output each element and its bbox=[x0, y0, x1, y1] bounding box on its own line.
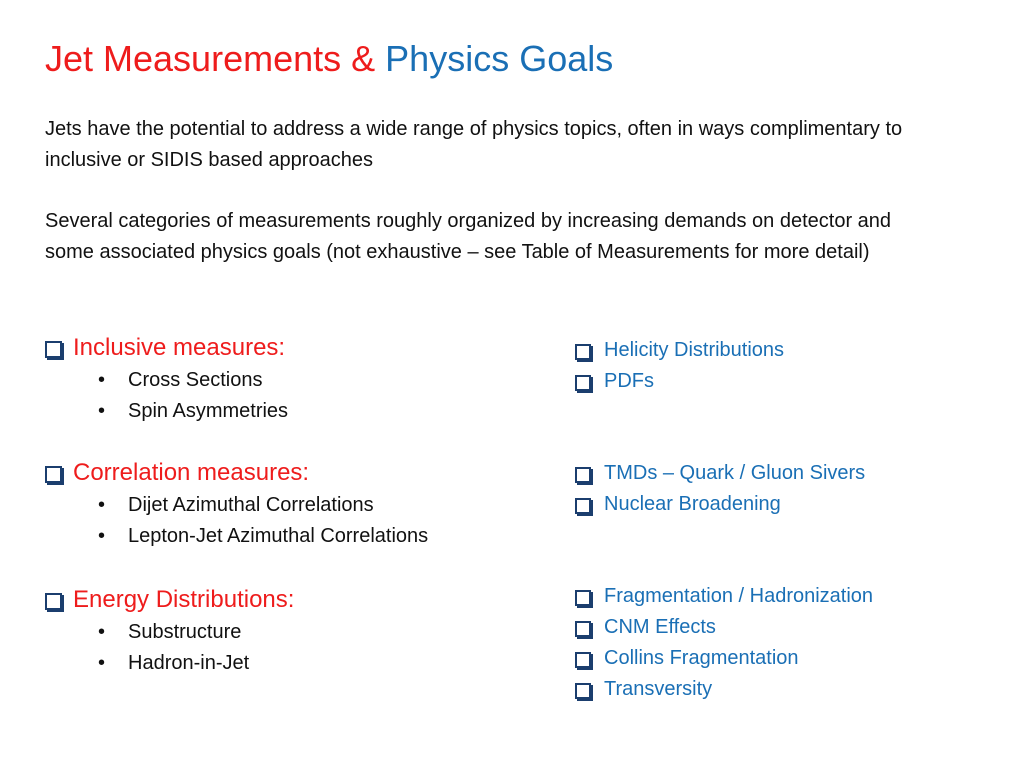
goal-item bbox=[575, 643, 873, 674]
intro-paragraph: Jets have the potential to address a wide range of physics topics, often in ways complimentary to inclusive or SIDIS based approaches bbox=[45, 118, 903, 171]
goal-item bbox=[575, 335, 784, 366]
category-header bbox=[45, 456, 428, 490]
checkbox-icon bbox=[45, 593, 62, 610]
page-title bbox=[45, 36, 613, 82]
checkbox-icon bbox=[575, 683, 591, 699]
category-header bbox=[45, 331, 288, 365]
goal-item bbox=[575, 581, 873, 612]
checkbox-icon bbox=[575, 621, 591, 637]
goal-item bbox=[575, 674, 873, 705]
category-title: Inclusive measures: bbox=[73, 334, 286, 361]
category-energy bbox=[45, 583, 294, 679]
goal-label: Transversity bbox=[604, 678, 713, 700]
measurement-list bbox=[45, 365, 288, 427]
checkbox-icon bbox=[575, 467, 591, 483]
title-part-red: Jet Measurements & bbox=[45, 38, 376, 79]
list-item: • Spin Asymmetries bbox=[45, 396, 288, 427]
checkbox-icon bbox=[575, 498, 591, 514]
goal-item bbox=[575, 458, 865, 489]
goal-label: Nuclear Broadening bbox=[604, 493, 781, 515]
category-title: Correlation measures: bbox=[73, 459, 310, 486]
list-item: • Lepton-Jet Azimuthal Correlations bbox=[45, 521, 428, 552]
goal-label: Helicity Distributions bbox=[604, 339, 785, 361]
measurement-list bbox=[45, 490, 428, 552]
goal-item bbox=[575, 612, 873, 643]
goals-correlation bbox=[575, 458, 865, 520]
measurement-list bbox=[45, 617, 294, 679]
goal-item bbox=[575, 366, 784, 397]
checkbox-icon bbox=[575, 344, 591, 360]
goal-label: Fragmentation / Hadronization bbox=[604, 585, 874, 607]
categories-paragraph: Several categories of measurements roughly organized by increasing demands on detector and some associated physics goals (not exhaustive – see Table of Measurements for more detail) bbox=[45, 210, 892, 263]
checkbox-icon bbox=[575, 590, 591, 606]
checkbox-icon bbox=[45, 466, 62, 483]
checkbox-icon bbox=[45, 341, 62, 358]
list-item: • Cross Sections bbox=[45, 365, 288, 396]
list-item: • Hadron-in-Jet bbox=[45, 648, 294, 679]
goal-label: Collins Fragmentation bbox=[604, 647, 799, 669]
checkbox-icon bbox=[575, 375, 591, 391]
goal-label: CNM Effects bbox=[604, 616, 716, 638]
category-inclusive bbox=[45, 331, 288, 427]
goal-item bbox=[575, 489, 865, 520]
checkbox-icon bbox=[575, 652, 591, 668]
list-item: • Substructure bbox=[45, 617, 294, 648]
goal-label: TMDs – Quark / Gluon Sivers bbox=[604, 462, 866, 484]
goals-energy bbox=[575, 581, 873, 705]
goal-label: PDFs bbox=[604, 370, 654, 392]
category-correlation bbox=[45, 456, 428, 552]
category-header bbox=[45, 583, 294, 617]
goals-inclusive bbox=[575, 335, 784, 397]
category-title: Energy Distributions: bbox=[73, 586, 295, 613]
title-part-blue: Physics Goals bbox=[385, 38, 614, 79]
list-item: • Dijet Azimuthal Correlations bbox=[45, 490, 428, 521]
